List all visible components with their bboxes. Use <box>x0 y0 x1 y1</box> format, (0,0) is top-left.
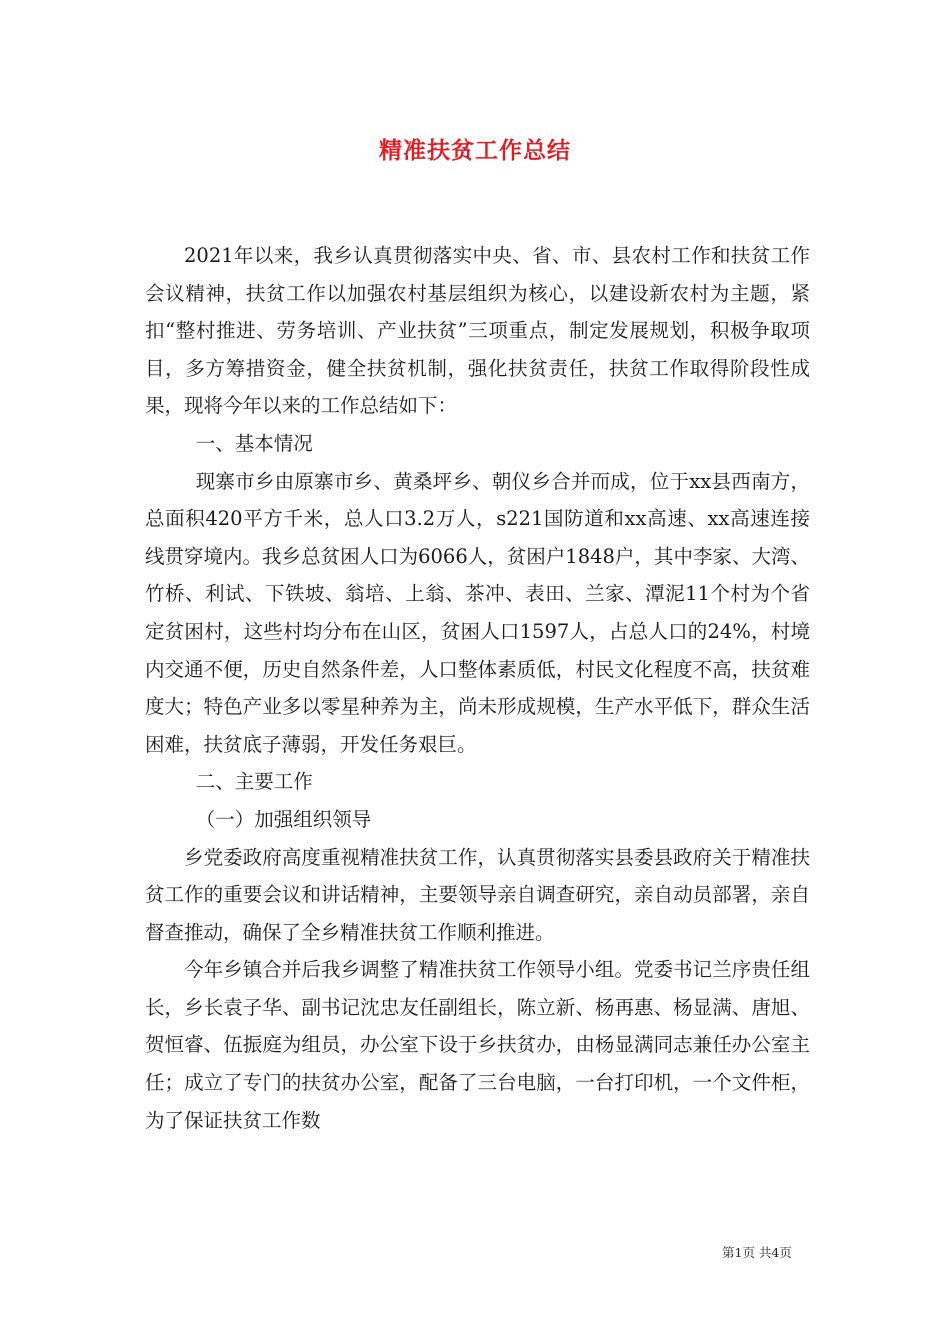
document-body <box>145 237 810 1139</box>
subsection-heading-organization: （一）加强组织领导 <box>195 807 372 831</box>
leadership-group-paragraph: 今年乡镇合并后我乡调整了精准扶贫工作领导小组。党委书记兰序贵任组长，乡长袁子华、副书记沈忠友任副组长，陈立新、杨再惠、杨显满、唐旭、贺恒睿、伍振庭为组员，办公室下设于乡扶贫办，由杨显满同志兼任办公室主任；成立了专门的扶贫办公室，配备了三台电脑，一台打印机，一个文件柜，为了保证扶贫工作数 <box>145 958 810 1132</box>
section-heading-basic-situation: 一、基本情况 <box>195 431 313 455</box>
document-title: 精准扶贫工作总结 <box>379 137 571 164</box>
organization-paragraph: 乡党委政府高度重视精准扶贫工作，认真贯彻落实县委县政府关于精准扶贫工作的重要会议和讲话精神，主要领导亲自调查研究，亲自动员部署，亲自督查推动，确保了全乡精准扶贫工作顺利推进。 <box>145 845 810 944</box>
section-heading-main-work: 二、主要工作 <box>195 770 313 794</box>
page-number-footer: 第1页 共4页 <box>722 1245 792 1260</box>
intro-paragraph: 2021年以来，我乡认真贯彻落实中央、省、市、县农村工作和扶贫工作会议精神，扶贫工作以加强农村基层组织为核心，以建设新农村为主题，紧扣“整村推进、劳务培训、产业扶贫”三项重点，制定发展规划，积极争取项目，多方筹措资金，健全扶贫机制，强化扶贫责任，扶贫工作取得阶段性成果，现将今年以来的工作总结如下： <box>145 244 810 418</box>
basic-situation-paragraph: 现寨市乡由原寨市乡、黄桑坪乡、朝仪乡合并而成，位于xx县西南方，总面积420平方千米，总人口3.2万人，s221国防道和xx高速、xx高速连接线贯穿境内。我乡总贫困人口为6066人，贫困户1848户，其中李家、大湾、竹桥、利试、下铁坡、翁培、上翁、茶冲、表田、兰家、潭泥11个村为个省定贫困村，这些村均分布在山区，贫困人口1597人，占总人口的24%，村境内交通不便，历史自然条件差，人口整体素质低，村民文化程度不高，扶贫难度大；特色产业多以零星种养为主，尚未形成规模，生产水平低下，群众生活困难，扶贫底子薄弱，开发任务艰巨。 <box>145 469 810 756</box>
